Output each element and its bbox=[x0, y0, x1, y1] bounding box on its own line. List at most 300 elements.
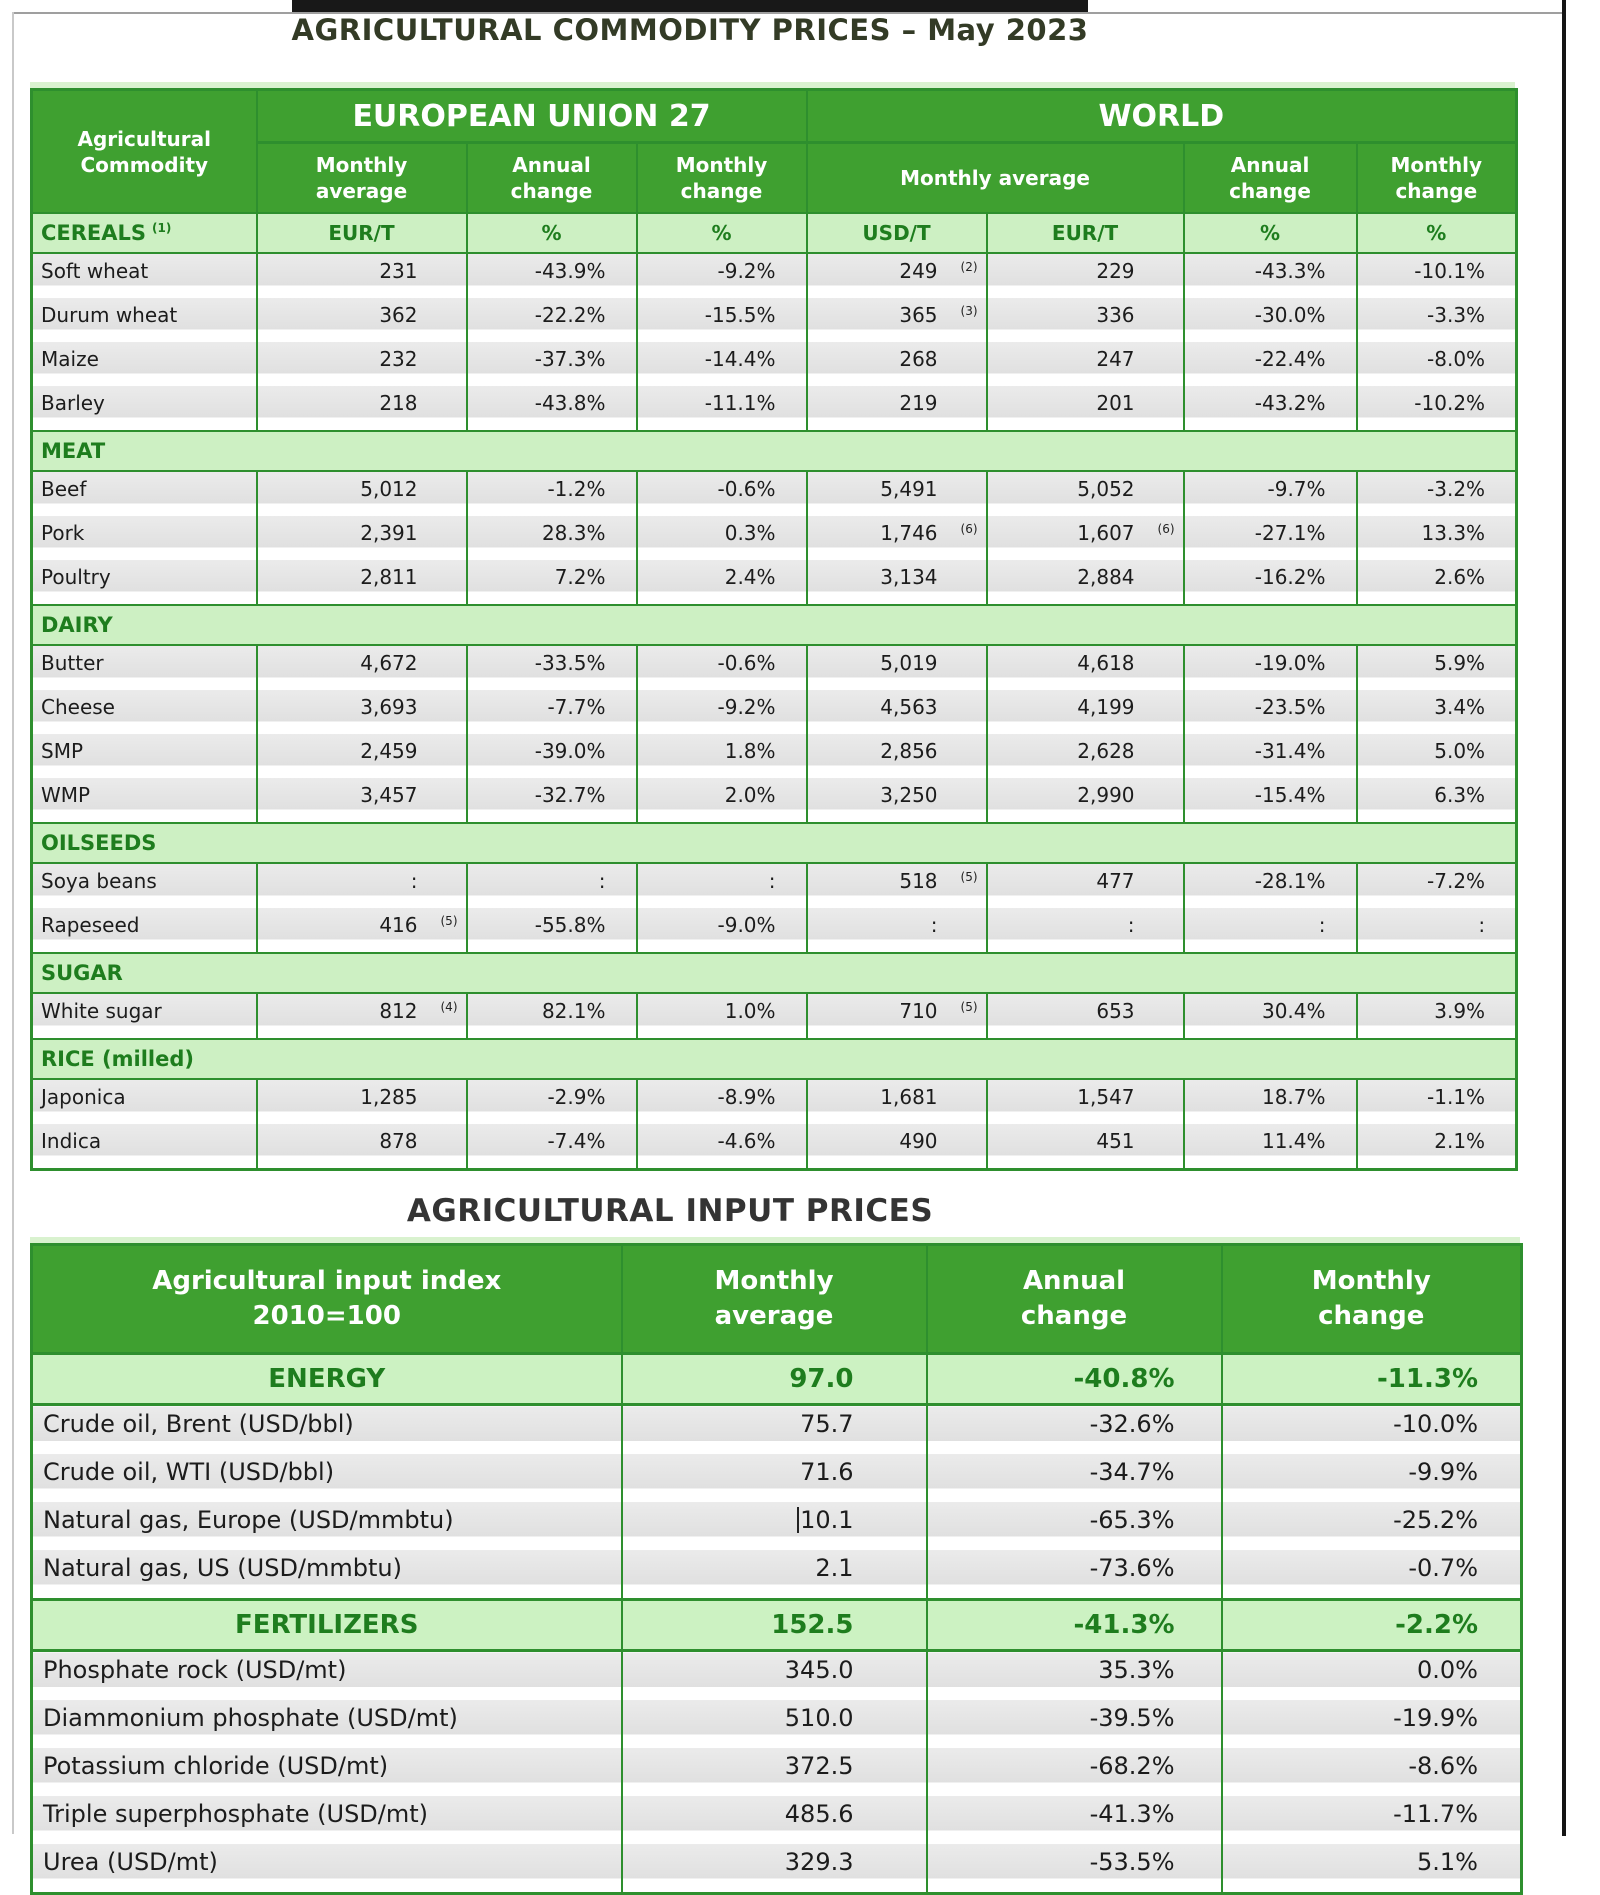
value: 365 bbox=[899, 303, 938, 327]
group-label: ENERGY bbox=[268, 1364, 386, 1394]
unit-cell bbox=[467, 213, 637, 253]
value: 477 bbox=[1096, 869, 1135, 893]
value: 2,811 bbox=[360, 565, 418, 589]
input-name-cell bbox=[32, 1454, 622, 1502]
value: -15.5% bbox=[704, 303, 776, 327]
value-cell bbox=[927, 1405, 1222, 1455]
value: -3.3% bbox=[1427, 303, 1486, 327]
value: : bbox=[1127, 913, 1135, 937]
value-cell bbox=[257, 560, 467, 605]
value: -19.0% bbox=[1254, 651, 1326, 675]
value: 18.7% bbox=[1261, 1085, 1326, 1109]
value-cell bbox=[807, 690, 987, 734]
group-label-cell bbox=[32, 1600, 622, 1651]
value-cell bbox=[927, 1651, 1222, 1701]
unit-label: USD/T bbox=[862, 221, 931, 245]
table-row bbox=[32, 1796, 1522, 1844]
header-label: Annual change bbox=[1229, 153, 1311, 203]
value-cell bbox=[467, 298, 637, 342]
value-cell bbox=[257, 253, 467, 298]
value: 812 bbox=[379, 999, 418, 1023]
value: -39.5% bbox=[1089, 1704, 1175, 1732]
value: 485.6 bbox=[784, 1800, 854, 1828]
value-cell bbox=[1222, 1454, 1522, 1502]
table-row bbox=[32, 386, 1517, 431]
value-cell bbox=[987, 1124, 1184, 1170]
value-cell bbox=[637, 386, 807, 431]
value: -28.1% bbox=[1254, 869, 1326, 893]
value: 5.0% bbox=[1434, 739, 1486, 763]
value: 152.5 bbox=[771, 1610, 854, 1640]
table-row bbox=[32, 690, 1517, 734]
value: -9.7% bbox=[1267, 477, 1326, 501]
value-footnote: (5) bbox=[960, 1000, 978, 1014]
commodity-name: White sugar bbox=[41, 999, 162, 1023]
value: 229 bbox=[1096, 259, 1135, 283]
value-cell bbox=[637, 645, 807, 690]
value: -43.8% bbox=[534, 391, 606, 415]
value-cell bbox=[257, 645, 467, 690]
value: 1,547 bbox=[1077, 1085, 1135, 1109]
value-footnote: (4) bbox=[440, 1000, 458, 1014]
commodity-name-cell bbox=[32, 734, 257, 778]
value-cell bbox=[987, 778, 1184, 823]
value-cell bbox=[637, 560, 807, 605]
value: -25.2% bbox=[1393, 1506, 1478, 1534]
value-cell bbox=[467, 342, 637, 386]
value-cell bbox=[467, 253, 637, 298]
table-row bbox=[32, 471, 1517, 516]
value-cell bbox=[1222, 1651, 1522, 1701]
value: 451 bbox=[1096, 1129, 1135, 1153]
value-cell bbox=[257, 778, 467, 823]
value: -7.4% bbox=[547, 1129, 606, 1153]
commodity-name: Soya beans bbox=[41, 869, 157, 893]
group-value-cell bbox=[1222, 1600, 1522, 1651]
commodity-name: Rapeseed bbox=[41, 913, 140, 937]
value: -8.6% bbox=[1408, 1752, 1478, 1780]
value: 7.2% bbox=[554, 565, 606, 589]
value-cell bbox=[1184, 908, 1357, 953]
commodity-name: Indica bbox=[41, 1129, 102, 1153]
commodity-name-cell bbox=[32, 1079, 257, 1124]
value: 878 bbox=[379, 1129, 418, 1153]
value: 2,391 bbox=[360, 521, 418, 545]
value: 1,285 bbox=[360, 1085, 418, 1109]
value-cell bbox=[257, 863, 467, 908]
table-row bbox=[32, 253, 1517, 298]
unit-cell bbox=[637, 213, 807, 253]
value-cell bbox=[1357, 690, 1517, 734]
value: 35.3% bbox=[1098, 1656, 1175, 1684]
commodity-name-cell bbox=[32, 342, 257, 386]
value-cell bbox=[257, 734, 467, 778]
commodity-name: Maize bbox=[41, 347, 99, 371]
table-row bbox=[32, 1550, 1522, 1600]
section-label-cell bbox=[32, 213, 257, 253]
table-row bbox=[32, 1844, 1522, 1894]
input-index-header bbox=[32, 1245, 622, 1354]
commodity-name: Butter bbox=[41, 651, 104, 675]
value-cell bbox=[1357, 1079, 1517, 1124]
section-row bbox=[32, 213, 1517, 253]
value: -8.9% bbox=[717, 1085, 776, 1109]
value: -22.4% bbox=[1254, 347, 1326, 371]
value-cell bbox=[257, 342, 467, 386]
section-label-cell bbox=[32, 823, 1517, 863]
value: 2.1% bbox=[1434, 1129, 1486, 1153]
commodity-column-header bbox=[32, 90, 257, 214]
commodity-name: Pork bbox=[41, 521, 85, 545]
value-cell bbox=[637, 1079, 807, 1124]
value: 201 bbox=[1096, 391, 1135, 415]
value: 1,746 bbox=[880, 521, 938, 545]
input-name: Urea (USD/mt) bbox=[43, 1848, 218, 1876]
section-footnote: (1) bbox=[152, 221, 172, 235]
value-cell bbox=[1357, 560, 1517, 605]
world-annual-change-header bbox=[1184, 143, 1357, 214]
group-value-cell bbox=[622, 1354, 927, 1405]
value-cell bbox=[807, 908, 987, 953]
table-row bbox=[32, 1405, 1522, 1455]
value-cell bbox=[987, 690, 1184, 734]
world-group-header: WORLD bbox=[807, 90, 1517, 143]
commodity-name-cell bbox=[32, 993, 257, 1039]
table-row bbox=[32, 778, 1517, 823]
value: 82.1% bbox=[541, 999, 606, 1023]
value: -43.9% bbox=[534, 259, 606, 283]
value: 362 bbox=[379, 303, 418, 327]
section-label-cell bbox=[32, 1039, 1517, 1079]
group-value-cell bbox=[927, 1354, 1222, 1405]
value-cell bbox=[987, 1079, 1184, 1124]
value-cell bbox=[467, 778, 637, 823]
value-cell bbox=[467, 516, 637, 560]
value: 97.0 bbox=[789, 1364, 854, 1394]
value: -14.4% bbox=[704, 347, 776, 371]
value: -11.1% bbox=[704, 391, 776, 415]
value-cell bbox=[622, 1796, 927, 1844]
value: -16.2% bbox=[1254, 565, 1326, 589]
table-row bbox=[32, 516, 1517, 560]
value-cell bbox=[1184, 993, 1357, 1039]
value: 2,990 bbox=[1077, 783, 1135, 807]
value-cell bbox=[1184, 778, 1357, 823]
value: 2.6% bbox=[1434, 565, 1486, 589]
header-label: Monthly change bbox=[1311, 1265, 1431, 1331]
value-cell bbox=[927, 1502, 1222, 1550]
value: : bbox=[1318, 913, 1326, 937]
value-cell bbox=[807, 645, 987, 690]
value-cell bbox=[1357, 863, 1517, 908]
input-name: Potassium chloride (USD/mt) bbox=[43, 1752, 389, 1780]
eu-monthly-average-header bbox=[257, 143, 467, 214]
value: 2,884 bbox=[1077, 565, 1135, 589]
group-label-cell bbox=[32, 1354, 622, 1405]
section-label: MEAT bbox=[41, 439, 106, 463]
value: 6.3% bbox=[1434, 783, 1486, 807]
table-row bbox=[32, 560, 1517, 605]
section-row bbox=[32, 823, 1517, 863]
value-cell bbox=[807, 386, 987, 431]
value: : bbox=[768, 869, 776, 893]
value: 71.6 bbox=[800, 1458, 854, 1486]
value: 490 bbox=[899, 1129, 938, 1153]
value-cell bbox=[1357, 516, 1517, 560]
value-cell bbox=[987, 560, 1184, 605]
value-cell bbox=[1357, 1124, 1517, 1170]
value-footnote: (5) bbox=[960, 870, 978, 884]
input-name-cell bbox=[32, 1748, 622, 1796]
value-cell bbox=[637, 734, 807, 778]
header-label: Agricultural input index 2010=100 bbox=[152, 1265, 502, 1331]
value-cell bbox=[927, 1550, 1222, 1600]
value: 4,563 bbox=[880, 695, 938, 719]
commodity-name-cell bbox=[32, 690, 257, 734]
value: -40.8% bbox=[1073, 1364, 1175, 1394]
value-cell bbox=[622, 1502, 927, 1550]
value-cell bbox=[1357, 778, 1517, 823]
value-cell bbox=[987, 471, 1184, 516]
section-label: OILSEEDS bbox=[41, 831, 157, 855]
value: -11.7% bbox=[1393, 1800, 1478, 1828]
section-label-cell bbox=[32, 605, 1517, 645]
value: -0.7% bbox=[1408, 1554, 1478, 1582]
value-cell bbox=[987, 863, 1184, 908]
group-value-cell bbox=[927, 1600, 1222, 1651]
value-cell bbox=[987, 253, 1184, 298]
commodity-name-cell bbox=[32, 386, 257, 431]
table-row bbox=[32, 298, 1517, 342]
group-value-cell bbox=[622, 1600, 927, 1651]
value-cell bbox=[257, 298, 467, 342]
value-cell bbox=[987, 908, 1184, 953]
input-name: Natural gas, Europe (USD/mmbtu) bbox=[43, 1506, 454, 1534]
value: 345.0 bbox=[784, 1656, 854, 1684]
value: 2.4% bbox=[724, 565, 776, 589]
table-row bbox=[32, 1651, 1522, 1701]
value-cell bbox=[1222, 1796, 1522, 1844]
value: 219 bbox=[899, 391, 938, 415]
value-cell bbox=[467, 993, 637, 1039]
value: 710 bbox=[899, 999, 938, 1023]
value: -32.6% bbox=[1089, 1410, 1175, 1438]
value: -41.3% bbox=[1089, 1800, 1175, 1828]
value-cell bbox=[637, 342, 807, 386]
value-cell bbox=[1357, 471, 1517, 516]
header-label: Annual change bbox=[1020, 1265, 1128, 1331]
value: -19.9% bbox=[1393, 1704, 1478, 1732]
eu-group-header: EUROPEAN UNION 27 bbox=[257, 90, 807, 143]
value-cell bbox=[807, 560, 987, 605]
value-cell bbox=[1357, 253, 1517, 298]
value-cell bbox=[1357, 645, 1517, 690]
section-label: DAIRY bbox=[41, 613, 113, 637]
table-row bbox=[32, 863, 1517, 908]
input-name-cell bbox=[32, 1405, 622, 1455]
value: -15.4% bbox=[1254, 783, 1326, 807]
header-label: Monthly average bbox=[315, 153, 408, 203]
value-cell bbox=[1222, 1700, 1522, 1748]
value: 5,012 bbox=[360, 477, 418, 501]
value: -65.3% bbox=[1089, 1506, 1175, 1534]
value: 1,607 bbox=[1077, 521, 1135, 545]
commodity-name: Poultry bbox=[41, 565, 111, 589]
value-cell bbox=[257, 1079, 467, 1124]
value: -9.2% bbox=[717, 695, 776, 719]
value: 329.3 bbox=[784, 1848, 854, 1876]
value-cell bbox=[1357, 342, 1517, 386]
value-cell bbox=[987, 298, 1184, 342]
input-prices-title: AGRICULTURAL INPUT PRICES bbox=[406, 1193, 934, 1229]
value-footnote: (2) bbox=[960, 260, 978, 274]
value: 5,491 bbox=[880, 477, 938, 501]
commodity-name-cell bbox=[32, 778, 257, 823]
value-cell bbox=[637, 908, 807, 953]
value-cell bbox=[637, 690, 807, 734]
value: -53.5% bbox=[1089, 1848, 1175, 1876]
input-monthly-change-header bbox=[1222, 1245, 1522, 1354]
value: 5.1% bbox=[1417, 1848, 1478, 1876]
value: 1.8% bbox=[724, 739, 776, 763]
value: -73.6% bbox=[1089, 1554, 1175, 1582]
value-cell bbox=[467, 1079, 637, 1124]
section-label: RICE (milled) bbox=[41, 1047, 194, 1071]
value-cell bbox=[637, 863, 807, 908]
value-cell bbox=[1184, 471, 1357, 516]
value-cell bbox=[1222, 1502, 1522, 1550]
value-cell bbox=[987, 386, 1184, 431]
value: 2,628 bbox=[1077, 739, 1135, 763]
value-cell bbox=[622, 1454, 927, 1502]
eu-monthly-change-header bbox=[637, 143, 807, 214]
value: 30.4% bbox=[1261, 999, 1326, 1023]
value: 3,134 bbox=[880, 565, 938, 589]
value: -7.7% bbox=[547, 695, 606, 719]
commodity-name: Cheese bbox=[41, 695, 115, 719]
value-cell bbox=[467, 386, 637, 431]
table-row bbox=[32, 908, 1517, 953]
value-cell bbox=[1222, 1405, 1522, 1455]
value: 3,693 bbox=[360, 695, 418, 719]
commodity-name: SMP bbox=[41, 739, 84, 763]
value: 28.3% bbox=[541, 521, 606, 545]
value-cell bbox=[467, 690, 637, 734]
value: -30.0% bbox=[1254, 303, 1326, 327]
value: 336 bbox=[1096, 303, 1135, 327]
value-footnote: (6) bbox=[1157, 522, 1175, 536]
table-row bbox=[32, 993, 1517, 1039]
value-cell bbox=[1184, 342, 1357, 386]
section-row bbox=[32, 605, 1517, 645]
value-cell bbox=[257, 471, 467, 516]
table-row bbox=[32, 1748, 1522, 1796]
unit-cell bbox=[257, 213, 467, 253]
value-cell bbox=[807, 863, 987, 908]
value-cell bbox=[637, 993, 807, 1039]
value: 416 bbox=[379, 913, 418, 937]
value: -0.6% bbox=[717, 651, 776, 675]
value-cell bbox=[1184, 560, 1357, 605]
value: -43.2% bbox=[1254, 391, 1326, 415]
commodity-name: Durum wheat bbox=[41, 303, 178, 327]
value-cell bbox=[257, 1124, 467, 1170]
value-cell bbox=[622, 1550, 927, 1600]
value: 4,199 bbox=[1077, 695, 1135, 719]
value: : bbox=[1478, 913, 1486, 937]
value: -10.1% bbox=[1414, 259, 1486, 283]
unit-label: % bbox=[711, 221, 732, 245]
value: 3.4% bbox=[1434, 695, 1486, 719]
value: 5,019 bbox=[880, 651, 938, 675]
value-cell bbox=[622, 1700, 927, 1748]
value-cell bbox=[467, 645, 637, 690]
value: -32.7% bbox=[534, 783, 606, 807]
frame-right-line bbox=[1562, 0, 1566, 1836]
value: -8.0% bbox=[1427, 347, 1486, 371]
input-name: Crude oil, Brent (USD/bbl) bbox=[43, 1410, 354, 1438]
value: 2,459 bbox=[360, 739, 418, 763]
value: -55.8% bbox=[534, 913, 606, 937]
input-table bbox=[30, 1243, 1523, 1895]
section-label: CEREALS bbox=[41, 221, 147, 245]
input-name-cell bbox=[32, 1550, 622, 1600]
value-cell bbox=[987, 342, 1184, 386]
value-cell bbox=[987, 734, 1184, 778]
value-cell bbox=[637, 516, 807, 560]
value-cell bbox=[637, 471, 807, 516]
value-cell bbox=[257, 993, 467, 1039]
table-row bbox=[32, 342, 1517, 386]
table-row bbox=[32, 1502, 1522, 1550]
value-cell bbox=[807, 1079, 987, 1124]
table-row bbox=[32, 645, 1517, 690]
value: -9.2% bbox=[717, 259, 776, 283]
value: 3.9% bbox=[1434, 999, 1486, 1023]
value: -34.7% bbox=[1089, 1458, 1175, 1486]
value: 4,672 bbox=[360, 651, 418, 675]
value: -7.2% bbox=[1427, 869, 1486, 893]
value: -1.1% bbox=[1427, 1085, 1486, 1109]
value: 2.1 bbox=[815, 1554, 854, 1582]
group-header-row bbox=[32, 90, 1517, 143]
value-cell bbox=[807, 471, 987, 516]
input-name: Triple superphosphate (USD/mt) bbox=[43, 1800, 429, 1828]
value-footnote: (6) bbox=[960, 522, 978, 536]
commodity-name: WMP bbox=[41, 783, 91, 807]
value-cell bbox=[927, 1454, 1222, 1502]
value: 510.0 bbox=[784, 1704, 854, 1732]
value-cell bbox=[1357, 734, 1517, 778]
value: 518 bbox=[899, 869, 938, 893]
input-name-cell bbox=[32, 1844, 622, 1894]
commodity-name-cell bbox=[32, 863, 257, 908]
value-cell bbox=[257, 386, 467, 431]
value-cell bbox=[1222, 1748, 1522, 1796]
value: 5,052 bbox=[1077, 477, 1135, 501]
input-header-row bbox=[32, 1245, 1522, 1354]
value-cell bbox=[1184, 516, 1357, 560]
section-label-cell bbox=[32, 431, 1517, 471]
input-group-row bbox=[32, 1354, 1522, 1405]
input-name: Natural gas, US (USD/mmbtu) bbox=[43, 1554, 402, 1582]
value-cell bbox=[467, 560, 637, 605]
value-cell bbox=[1184, 253, 1357, 298]
commodity-table bbox=[30, 88, 1518, 1171]
value: 1.0% bbox=[724, 999, 776, 1023]
value-cell bbox=[807, 778, 987, 823]
input-monthly-average-header bbox=[622, 1245, 927, 1354]
